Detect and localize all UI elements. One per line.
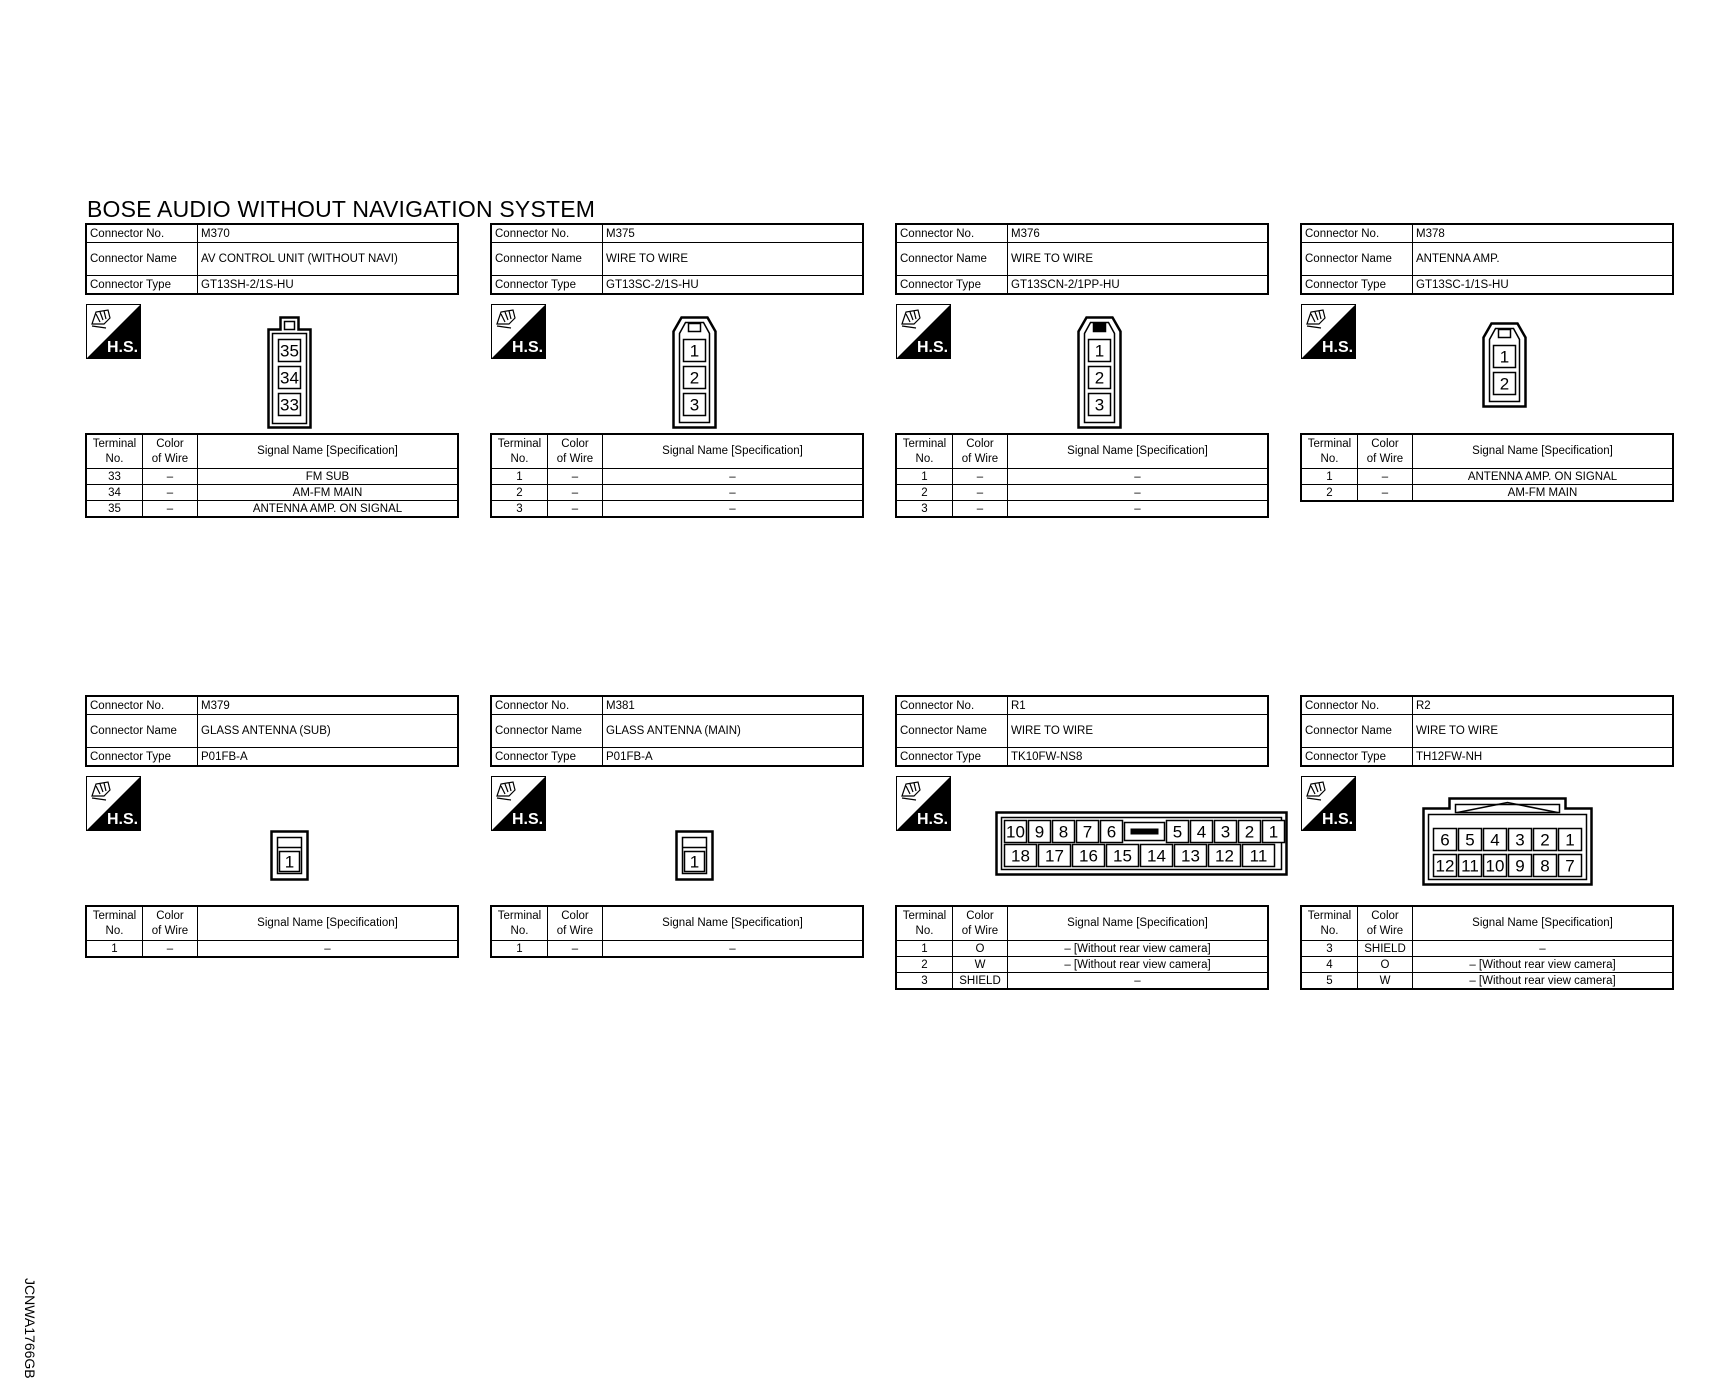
signal-name-cell: FM SUB (198, 469, 459, 485)
pin-15: 15 (1113, 846, 1132, 866)
signal-row (1301, 957, 1673, 973)
connector-no-value: M375 (603, 224, 864, 243)
terminal-no-cell: 4 (1301, 957, 1358, 973)
terminal-no-cell: 5 (1301, 973, 1358, 990)
harness-side-icon (491, 776, 546, 831)
signal-name-cell: – (603, 941, 864, 958)
terminal-no-cell: 1 (491, 941, 548, 958)
signal-name-header: Signal Name [Specification] (1008, 906, 1269, 941)
connector-face-diagram (1478, 322, 1531, 408)
pin-11: 11 (1249, 846, 1268, 866)
connector-type-label: Connector Type (491, 748, 603, 767)
connector-header-table (1300, 695, 1674, 767)
harness-side-icon (1301, 304, 1356, 359)
pin-5: 5 (1465, 830, 1475, 850)
connector-name-label: Connector Name (86, 243, 198, 276)
hs-label: H.S. (107, 339, 139, 356)
connector-type-value: GT13SCN-2/1PP-HU (1008, 276, 1269, 295)
pin-2: 2 (689, 368, 700, 388)
connector-no-label: Connector No. (86, 696, 198, 715)
signal-name-cell: AM-FM MAIN (198, 485, 459, 501)
pin-3: 3 (689, 395, 700, 415)
signal-table (85, 905, 459, 958)
pin-34: 34 (280, 368, 299, 388)
wire-color-cell: – (1358, 485, 1413, 502)
signal-row (896, 485, 1268, 501)
wire-color-cell: – (548, 469, 603, 485)
terminal-no-cell: 2 (1301, 485, 1358, 502)
pin-12: 12 (1215, 846, 1234, 866)
connector-type-label: Connector Type (86, 276, 198, 295)
connector-header-table (895, 695, 1269, 767)
pin-3: 3 (1094, 395, 1105, 415)
wire-color-cell: – (548, 501, 603, 518)
connector-type-label: Connector Type (491, 276, 603, 295)
pin-2: 2 (1244, 822, 1255, 842)
signal-name-cell: – (603, 485, 864, 501)
pin-5: 5 (1172, 822, 1183, 842)
signal-row (86, 469, 458, 485)
harness-side-icon (491, 304, 546, 359)
connector-face-diagram (1422, 797, 1593, 886)
connector-name-value: GLASS ANTENNA (SUB) (198, 715, 459, 748)
pin-2: 2 (1499, 374, 1510, 394)
color-of-wire-header: Color of Wire (548, 434, 603, 469)
signal-table (895, 905, 1269, 990)
pin-8: 8 (1058, 822, 1069, 842)
terminal-no-header: Terminal No. (896, 434, 953, 469)
wire-color-cell: – (143, 485, 198, 501)
pin-4: 4 (1196, 822, 1207, 842)
pin-14: 14 (1147, 846, 1166, 866)
signal-row (896, 469, 1268, 485)
terminal-no-header: Terminal No. (1301, 434, 1358, 469)
connector-type-label: Connector Type (896, 748, 1008, 767)
signal-row (1301, 973, 1673, 990)
pin-4: 4 (1490, 830, 1500, 850)
connector-face-diagram (675, 830, 714, 881)
signal-name-cell: – (1413, 941, 1674, 957)
wire-color-cell: – (143, 501, 198, 518)
connector-header-table (895, 223, 1269, 295)
terminal-no-cell: 34 (86, 485, 143, 501)
signal-name-cell: ANTENNA AMP. ON SIGNAL (1413, 469, 1674, 485)
wire-color-cell: SHIELD (953, 973, 1008, 990)
signal-name-cell: – [Without rear view camera] (1008, 941, 1269, 957)
terminal-no-header: Terminal No. (86, 906, 143, 941)
pin-11: 11 (1461, 856, 1479, 876)
connector-block-m376 (895, 223, 1269, 523)
connector-name-label: Connector Name (491, 243, 603, 276)
signal-name-cell: AM-FM MAIN (1413, 485, 1674, 502)
connector-name-label: Connector Name (1301, 715, 1413, 748)
pin-7: 7 (1565, 856, 1575, 876)
wire-color-cell: – (953, 501, 1008, 518)
pin-1: 1 (1499, 347, 1510, 367)
connector-block-m370 (85, 223, 459, 523)
wire-color-cell: – (1358, 469, 1413, 485)
terminal-no-cell: 33 (86, 469, 143, 485)
wire-color-cell: O (1358, 957, 1413, 973)
signal-name-header: Signal Name [Specification] (198, 906, 459, 941)
terminal-no-cell: 1 (896, 941, 953, 957)
pin-13: 13 (1181, 846, 1200, 866)
pin-18: 18 (1011, 846, 1030, 866)
terminal-no-cell: 1 (491, 469, 548, 485)
signal-table (1300, 905, 1674, 990)
connector-type-label: Connector Type (1301, 276, 1413, 295)
pin-2: 2 (1094, 368, 1105, 388)
pin-10: 10 (1485, 856, 1505, 876)
signal-name-cell: – [Without rear view camera] (1008, 957, 1269, 973)
signal-row (896, 957, 1268, 973)
terminal-no-cell: 2 (896, 957, 953, 973)
harness-side-icon (896, 304, 951, 359)
connector-block-r1 (895, 695, 1279, 995)
signal-table (1300, 433, 1674, 502)
connector-name-label: Connector Name (86, 715, 198, 748)
pin-16: 16 (1079, 846, 1098, 866)
hs-label: H.S. (1322, 811, 1354, 828)
wire-color-cell: – (143, 469, 198, 485)
pin-6: 6 (1106, 822, 1117, 842)
connector-name-label: Connector Name (896, 715, 1008, 748)
connector-type-value: GT13SC-1/1S-HU (1413, 276, 1674, 295)
terminal-no-cell: 2 (491, 485, 548, 501)
connector-block-m381 (490, 695, 864, 995)
connector-name-value: GLASS ANTENNA (MAIN) (603, 715, 864, 748)
pin-1: 1 (689, 852, 700, 872)
pin-9: 9 (1515, 856, 1525, 876)
wire-color-cell: – (953, 485, 1008, 501)
connector-no-value: M376 (1008, 224, 1269, 243)
connector-no-label: Connector No. (86, 224, 198, 243)
color-of-wire-header: Color of Wire (1358, 906, 1413, 941)
connector-header-table (490, 695, 864, 767)
signal-table (490, 905, 864, 958)
pin-3: 3 (1220, 822, 1231, 842)
terminal-no-header: Terminal No. (491, 434, 548, 469)
pin-9: 9 (1034, 822, 1045, 842)
connector-no-label: Connector No. (896, 696, 1008, 715)
pin-3: 3 (1515, 830, 1525, 850)
connector-name-value: WIRE TO WIRE (1413, 715, 1674, 748)
harness-side-icon (1301, 776, 1356, 831)
terminal-no-cell: 35 (86, 501, 143, 518)
connector-no-value: M379 (198, 696, 459, 715)
pin-33: 33 (280, 395, 299, 415)
connector-no-label: Connector No. (1301, 224, 1413, 243)
connector-type-label: Connector Type (896, 276, 1008, 295)
connector-no-label: Connector No. (491, 696, 603, 715)
signal-name-cell: ANTENNA AMP. ON SIGNAL (198, 501, 459, 518)
signal-name-cell: – (603, 469, 864, 485)
signal-name-header: Signal Name [Specification] (1008, 434, 1269, 469)
connector-face-diagram (668, 316, 721, 429)
terminal-no-cell: 3 (896, 501, 953, 518)
connector-header-table (1300, 223, 1674, 295)
signal-name-header: Signal Name [Specification] (198, 434, 459, 469)
terminal-no-header: Terminal No. (1301, 906, 1358, 941)
signal-name-cell: – [Without rear view camera] (1413, 973, 1674, 990)
harness-side-icon (896, 776, 951, 831)
color-of-wire-header: Color of Wire (953, 434, 1008, 469)
signal-row (896, 501, 1268, 518)
connector-type-value: P01FB-A (198, 748, 459, 767)
signal-name-header: Signal Name [Specification] (1413, 434, 1674, 469)
connector-face-diagram (1073, 316, 1126, 429)
terminal-no-cell: 3 (491, 501, 548, 518)
connector-no-value: M381 (603, 696, 864, 715)
signal-name-cell: – (1008, 485, 1269, 501)
pin-2: 2 (1540, 830, 1550, 850)
wire-color-cell: – (548, 941, 603, 958)
signal-name-cell: – (1008, 973, 1269, 990)
wire-color-cell: W (1358, 973, 1413, 990)
signal-name-header: Signal Name [Specification] (1413, 906, 1674, 941)
connector-header-table (85, 695, 459, 767)
connector-name-value: WIRE TO WIRE (1008, 243, 1269, 276)
connector-header-table (85, 223, 459, 295)
connector-name-label: Connector Name (896, 243, 1008, 276)
signal-name-header: Signal Name [Specification] (603, 434, 864, 469)
connector-type-label: Connector Type (86, 748, 198, 767)
connector-type-label: Connector Type (1301, 748, 1413, 767)
connector-block-r2 (1300, 695, 1674, 995)
pin-8: 8 (1540, 856, 1550, 876)
terminal-no-cell: 3 (896, 973, 953, 990)
connector-name-label: Connector Name (1301, 243, 1413, 276)
terminal-no-cell: 1 (1301, 469, 1358, 485)
connector-no-label: Connector No. (491, 224, 603, 243)
color-of-wire-header: Color of Wire (143, 434, 198, 469)
terminal-no-header: Terminal No. (86, 434, 143, 469)
harness-side-icon (86, 304, 141, 359)
signal-table (895, 433, 1269, 518)
signal-name-cell: – (198, 941, 459, 958)
signal-row (1301, 469, 1673, 485)
signal-name-cell: – (603, 501, 864, 518)
signal-table (85, 433, 459, 518)
connector-no-label: Connector No. (896, 224, 1008, 243)
page-title: BOSE AUDIO WITHOUT NAVIGATION SYSTEM (87, 196, 596, 222)
terminal-no-cell: 1 (896, 469, 953, 485)
wire-color-cell: SHIELD (1358, 941, 1413, 957)
pin-35: 35 (280, 341, 299, 361)
connector-type-value: TH12FW-NH (1413, 748, 1674, 767)
connector-name-value: WIRE TO WIRE (603, 243, 864, 276)
pin-1: 1 (689, 341, 700, 361)
hs-label: H.S. (512, 811, 544, 828)
connector-name-value: ANTENNA AMP. (1413, 243, 1674, 276)
connector-block-m375 (490, 223, 864, 523)
signal-row (86, 485, 458, 501)
wire-color-cell: O (953, 941, 1008, 957)
signal-name-cell: – (1008, 469, 1269, 485)
color-of-wire-header: Color of Wire (143, 906, 198, 941)
connector-name-value: WIRE TO WIRE (1008, 715, 1269, 748)
connector-no-value: M378 (1413, 224, 1674, 243)
signal-name-header: Signal Name [Specification] (603, 906, 864, 941)
connector-name-value: AV CONTROL UNIT (WITHOUT NAVI) (198, 243, 459, 276)
hs-label: H.S. (917, 339, 949, 356)
pin-1: 1 (1268, 822, 1279, 842)
terminal-no-header: Terminal No. (896, 906, 953, 941)
connector-type-value: GT13SC-2/1S-HU (603, 276, 864, 295)
signal-row (86, 941, 458, 958)
terminal-no-header: Terminal No. (491, 906, 548, 941)
connector-block-m378 (1300, 223, 1674, 523)
signal-row (1301, 485, 1673, 502)
connector-type-value: P01FB-A (603, 748, 864, 767)
signal-row (491, 469, 863, 485)
signal-table (490, 433, 864, 518)
connector-face-diagram (263, 316, 316, 429)
signal-row (491, 485, 863, 501)
signal-row (896, 941, 1268, 957)
pin-17: 17 (1045, 846, 1064, 866)
pin-6: 6 (1440, 830, 1450, 850)
connector-no-label: Connector No. (1301, 696, 1413, 715)
signal-row (86, 501, 458, 518)
pin-1: 1 (284, 852, 295, 872)
connector-type-value: TK10FW-NS8 (1008, 748, 1269, 767)
connector-no-value: R1 (1008, 696, 1269, 715)
hs-label: H.S. (512, 339, 544, 356)
pin-7: 7 (1082, 822, 1093, 842)
signal-row (491, 501, 863, 518)
harness-side-icon (86, 776, 141, 831)
terminal-no-cell: 2 (896, 485, 953, 501)
wire-color-cell: – (143, 941, 198, 958)
connector-type-value: GT13SH-2/1S-HU (198, 276, 459, 295)
wire-color-cell: W (953, 957, 1008, 973)
connector-name-label: Connector Name (491, 715, 603, 748)
color-of-wire-header: Color of Wire (953, 906, 1008, 941)
connector-header-table (490, 223, 864, 295)
figure-code: JCNWA1766GB (22, 1278, 38, 1379)
hs-label: H.S. (1322, 339, 1354, 356)
hs-label: H.S. (917, 811, 949, 828)
signal-row (491, 941, 863, 958)
pin-10: 10 (1006, 822, 1025, 842)
wire-color-cell: – (548, 485, 603, 501)
signal-row (1301, 941, 1673, 957)
connector-face-diagram (995, 811, 1288, 876)
connector-face-diagram (270, 830, 309, 881)
pin-12: 12 (1435, 856, 1455, 876)
pin-1: 1 (1565, 830, 1575, 850)
color-of-wire-header: Color of Wire (1358, 434, 1413, 469)
connector-block-m379 (85, 695, 459, 995)
terminal-no-cell: 1 (86, 941, 143, 958)
wire-color-cell: – (953, 469, 1008, 485)
terminal-no-cell: 3 (1301, 941, 1358, 957)
pin-1: 1 (1094, 341, 1105, 361)
hs-label: H.S. (107, 811, 139, 828)
connector-no-value: M370 (198, 224, 459, 243)
color-of-wire-header: Color of Wire (548, 906, 603, 941)
signal-name-cell: – [Without rear view camera] (1413, 957, 1674, 973)
signal-row (896, 973, 1268, 990)
signal-name-cell: – (1008, 501, 1269, 518)
connector-no-value: R2 (1413, 696, 1674, 715)
